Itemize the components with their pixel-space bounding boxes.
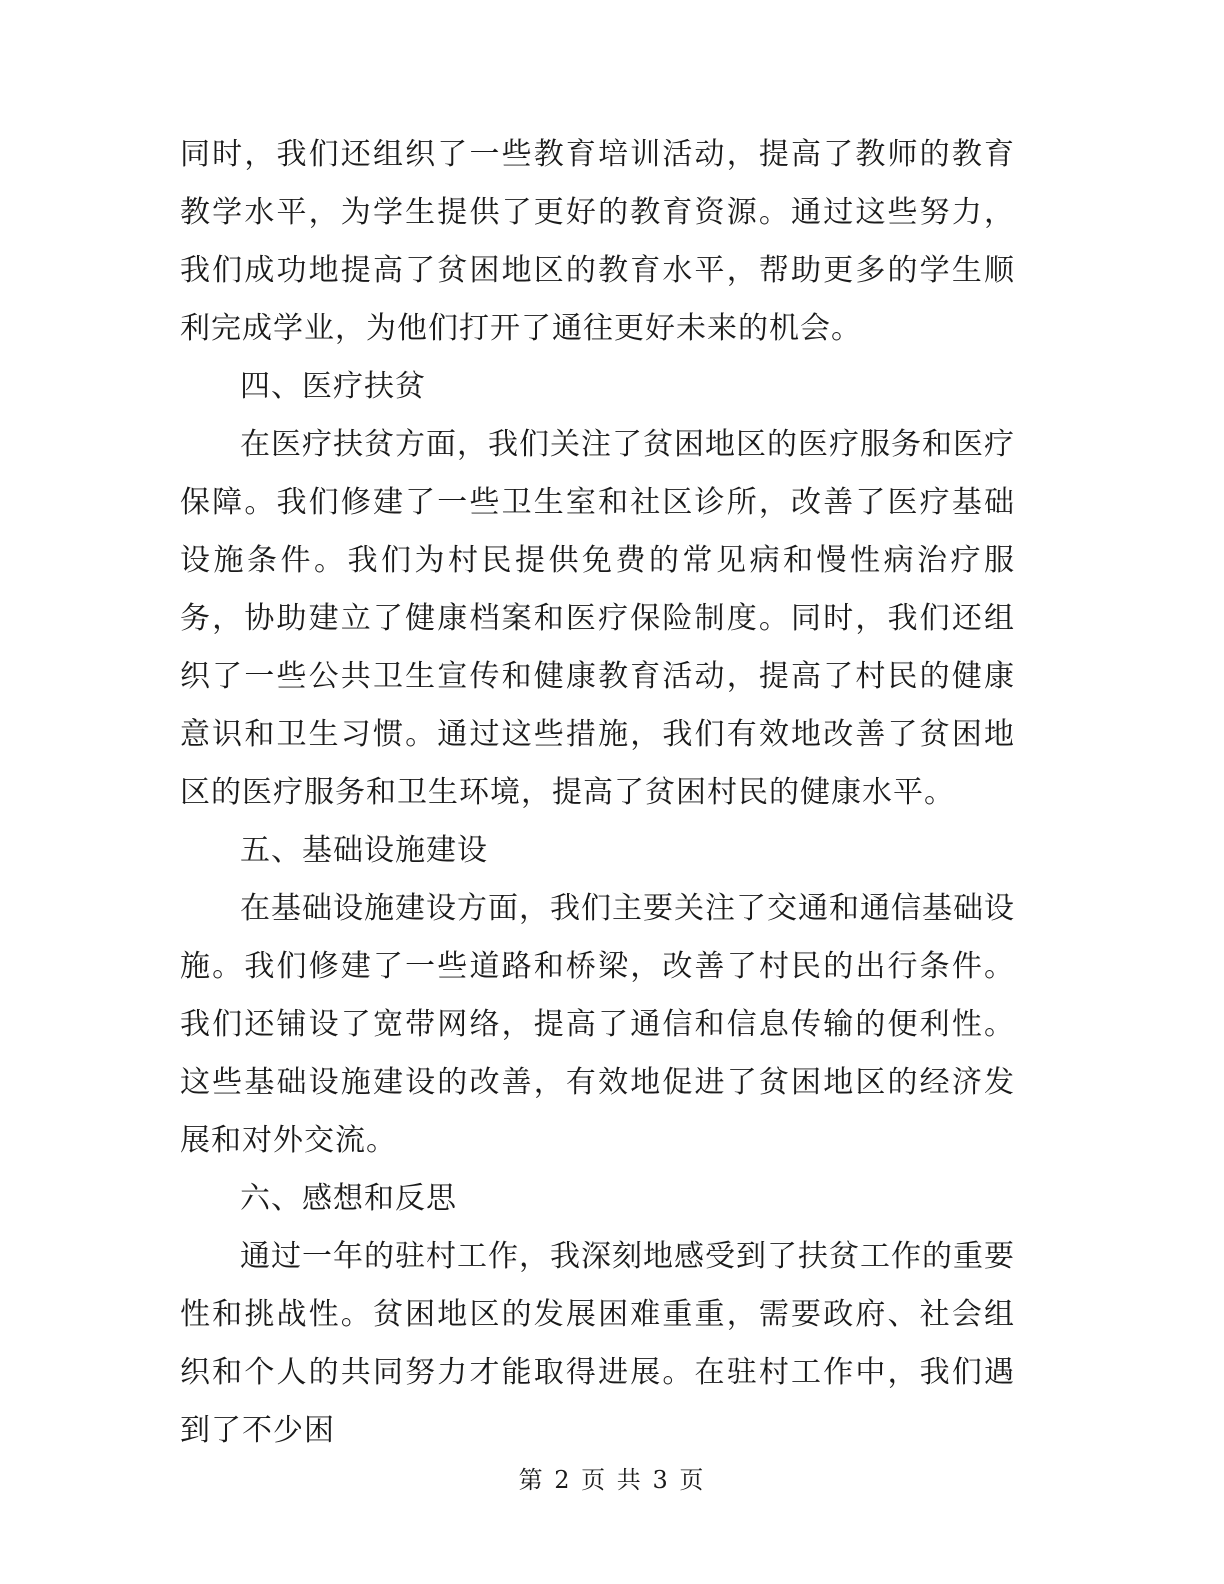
heading-reflections: 六、感想和反思 — [240, 1181, 457, 1216]
paragraph-infrastructure: 在基础设施建设方面，我们主要关注了交通和通信基础设施。我们修建了一些道路和桥梁，改善了村民的出行条件。我们还铺设了宽带网络，提高了通信和信息传输的便利性。这些基础设施建设的改善，有效地促进了贫困地区的经济发展和对外交流。 — [180, 891, 1015, 1158]
heading-medical-poverty-alleviation: 四、医疗扶贫 — [240, 369, 426, 404]
heading-infrastructure: 五、基础设施建设 — [240, 833, 488, 868]
paragraph-medical: 在医疗扶贫方面，我们关注了贫困地区的医疗服务和医疗保障。我们修建了一些卫生室和社区诊所，改善了医疗基础设施条件。我们为村民提供免费的常见病和慢性病治疗服务，协助建立了健康档案和医疗保险制度。同时，我们还组织了一些公共卫生宣传和健康教育活动，提高了村民的健康意识和卫生习惯。通过这些措施，我们有效地改善了贫困地区的医疗服务和卫生环境，提高了贫困村民的健康水平。 — [180, 427, 1015, 810]
paragraph-education-continued: 同时，我们还组织了一些教育培训活动，提高了教师的教育教学水平，为学生提供了更好的教育资源。通过这些努力，我们成功地提高了贫困地区的教育水平，帮助更多的学生顺利完成学业，为他们打开了通往更好未来的机会。 — [180, 137, 1015, 346]
page-number-footer: 第 2 页 共 3 页 — [518, 1466, 706, 1494]
document-body — [180, 126, 1015, 1460]
paragraph-reflections: 通过一年的驻村工作，我深刻地感受到了扶贫工作的重要性和挑战性。贫困地区的发展困难重重，需要政府、社会组织和个人的共同努力才能取得进展。在驻村工作中，我们遇到了不少困 — [180, 1239, 1015, 1448]
